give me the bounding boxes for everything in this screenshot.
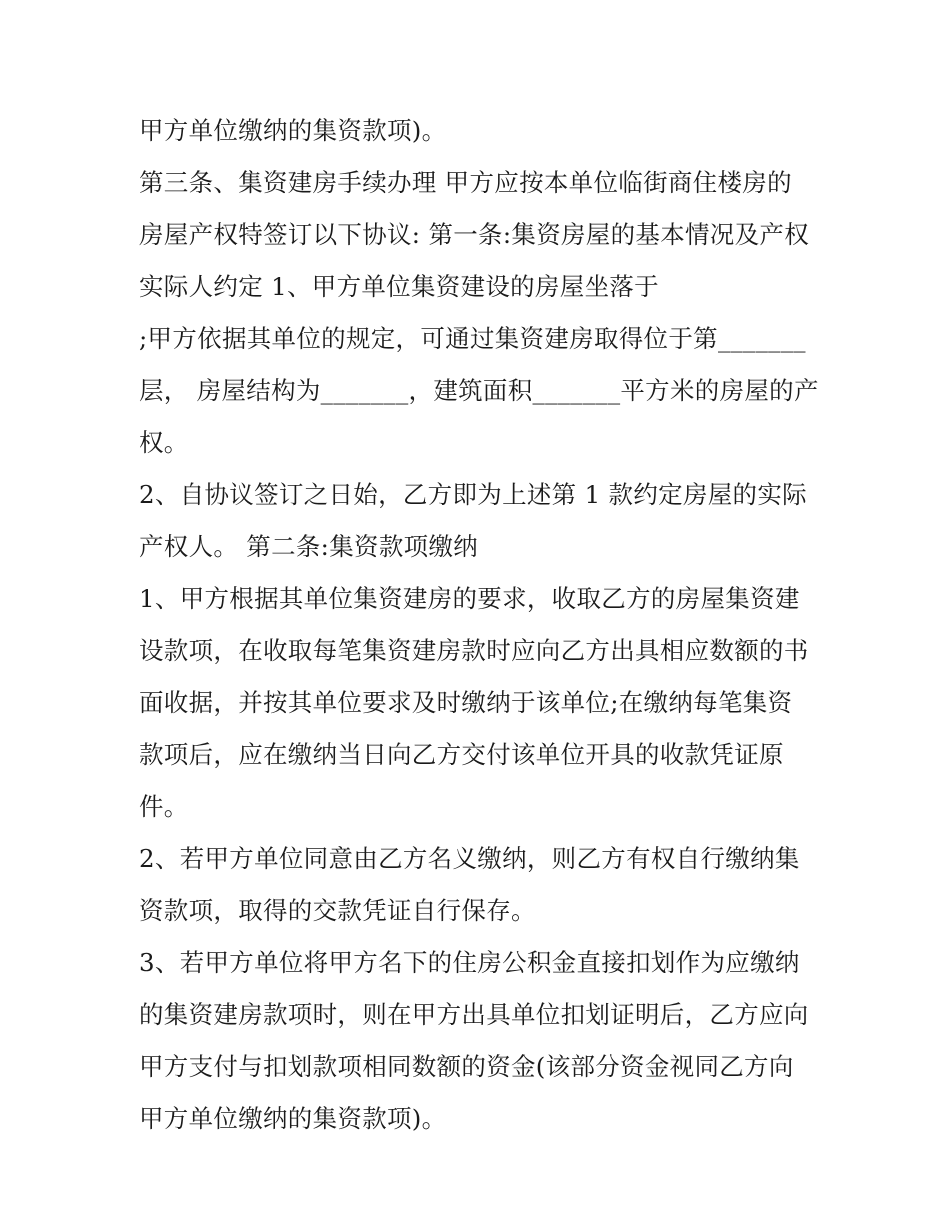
text-line: 甲方单位缴纳的集资款项)。: [139, 1104, 447, 1133]
text-line: 甲方支付与扣划款项相同数额的资金(该部分资金视同乙方向: [139, 1052, 794, 1081]
text-line: 款项后，应在缴纳当日向乙方交付该单位开具的收款凭证原: [139, 740, 784, 769]
text-line: 3、若甲方单位将甲方名下的住房公积金直接扣划作为应缴纳: [139, 948, 800, 977]
text-line: 房屋产权特签订以下协议: 第一条:集资房屋的基本情况及产权: [139, 220, 809, 249]
text-line: 面收据，并按其单位要求及时缴纳于该单位;在缴纳每笔集资: [139, 688, 793, 717]
text-line: 设款项，在收取每笔集资建房款时应向乙方出具相应数额的书: [139, 636, 809, 665]
text-line: 2、若甲方单位同意由乙方名义缴纳，则乙方有权自行缴纳集: [139, 844, 800, 873]
text-line: 甲方单位缴纳的集资款项)。: [139, 116, 447, 145]
text-line: 第三条、集资建房手续办理 甲方应按本单位临街商住楼房的: [139, 168, 792, 197]
text-line: 权。: [139, 428, 189, 457]
text-line: 实际人约定 1、甲方单位集资建设的房屋坐落于: [139, 272, 659, 301]
text-line: ;甲方依据其单位的规定，可通过集资建房取得位于第_______: [139, 324, 806, 353]
text-line: 层， 房屋结构为_______，建筑面积_______平方米的房屋的产: [139, 376, 819, 405]
text-line: 2、自协议签订之日始，乙方即为上述第 1 款约定房屋的实际: [139, 480, 807, 509]
text-line: 产权人。 第二条:集资款项缴纳: [139, 532, 479, 561]
text-line: 件。: [139, 792, 189, 821]
text-line: 的集资建房款项时，则在甲方出具单位扣划证明后，乙方应向: [139, 1000, 809, 1029]
text-line: 1、甲方根据其单位集资建房的要求，收取乙方的房屋集资建: [139, 584, 800, 613]
text-line: 资款项，取得的交款凭证自行保存。: [139, 896, 536, 925]
